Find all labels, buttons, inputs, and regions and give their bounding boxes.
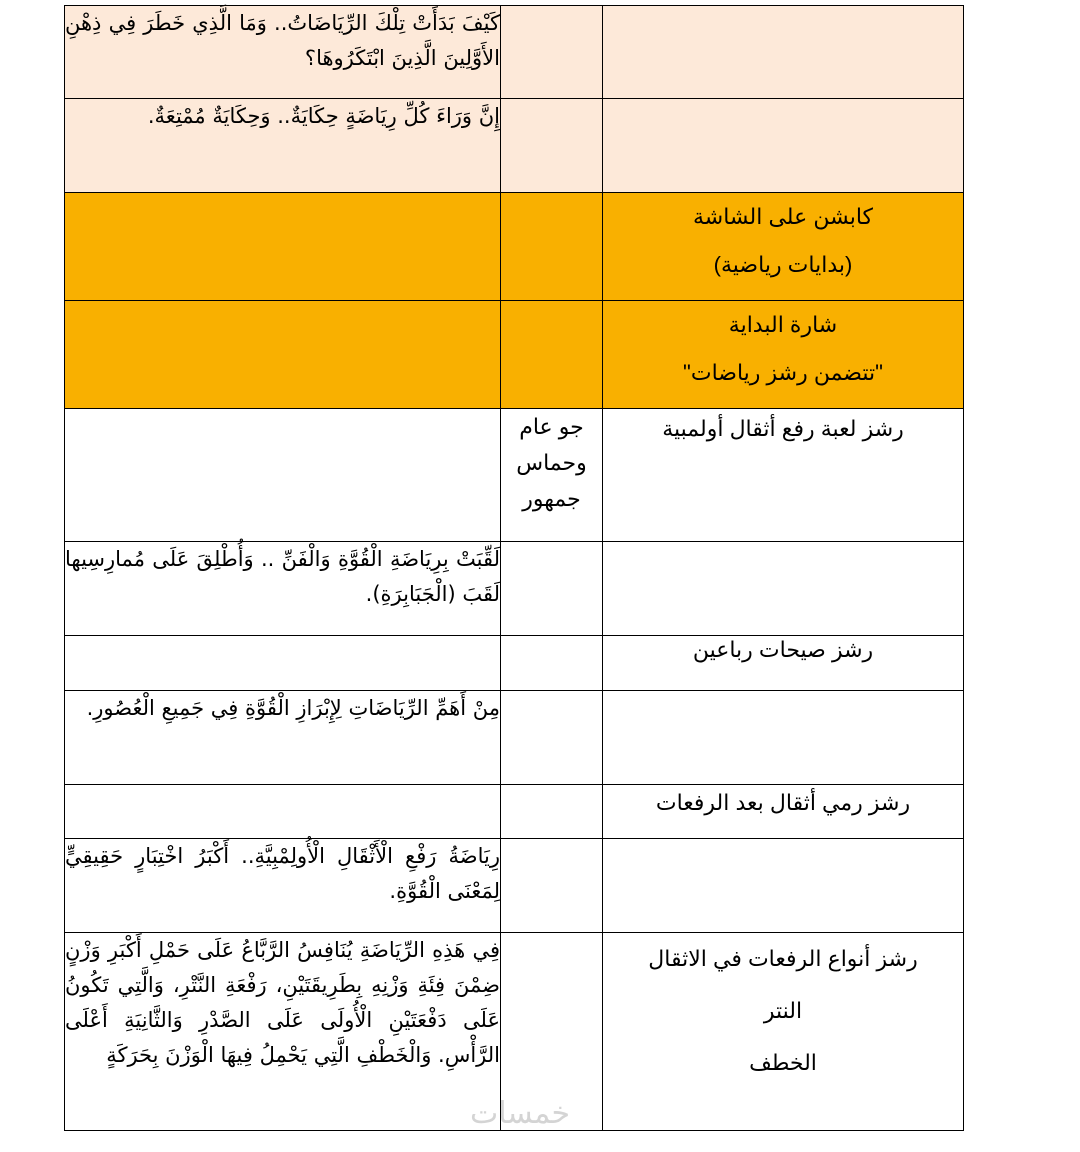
sound-cell [501,99,603,193]
script-row [65,409,964,542]
script-table [64,5,964,1131]
visual-cell [603,6,964,99]
visual-cell [603,839,964,933]
visual-cell [603,301,964,409]
narration-cell [65,301,501,409]
visual-cell [603,542,964,636]
visual-cell: رشز أنواع الرفعات في الاثقال النتر الخطف [603,933,964,1131]
sound-cell [501,542,603,636]
caption-title: كابشن على الشاشة [692,204,874,229]
caption-subtitle: (بدايات رياضية) [713,252,853,277]
narration-cell [65,193,501,301]
script-row [65,6,964,99]
visual-cell [603,193,964,301]
sound-cell [501,691,603,785]
script-row [65,636,964,691]
script-row [65,99,964,193]
narration-cell: كَيْفَ بَدَأَتْ تِلْكَ الرِّيَاضَاتُ.. وَمَا الَّذِي خَطَرَ فِي ذِهْنِ الأَوَّلِينَ الَّذِينَ ابْتَكَرُوهَا؟ [65,6,501,99]
narration-cell: مِنْ أَهَمِّ الرِّيَاضَاتِ لِإِبْرَازِ الْقُوَّةِ فِي جَمِيعِ الْعُصُورِ. [65,691,501,785]
script-row [65,839,964,933]
sound-cell [501,6,603,99]
sound-cell [501,301,603,409]
visual-cell [603,99,964,193]
sound-cell [501,636,603,691]
narration-cell [65,636,501,691]
watermark: خمسات [470,1096,571,1131]
intro-note: "تتضمن رشز رياضات" [683,360,883,385]
script-row [65,301,964,409]
script-row [65,691,964,785]
visual-cell [603,691,964,785]
sound-cell [501,193,603,301]
narration-cell: رِيَاضَةُ رَفْعِ الْأَثْقَالِ الْأُولِمْبِيَّةِ.. أَكْبَرُ اخْتِبَارٍ حَقِيقِيٍّ لِمَعْنَى الْقُوَّةِ. [65,839,501,933]
narration-cell [65,785,501,839]
narration-cell [65,409,501,542]
script-row [65,193,964,301]
intro-title: شارة البداية [728,312,838,337]
sound-cell [501,785,603,839]
visual-cell: رشز لعبة رفع أثقال أولمبية [603,409,964,542]
sound-cell: جو عام وحماس جمهور [501,409,603,542]
script-row [65,785,964,839]
visual-cell: رشز رمي أثقال بعد الرفعات [603,785,964,839]
visual-cell: رشز صيحات رباعين [603,636,964,691]
narration-cell: لَقِّبَتْ بِرِيَاضَةِ الْقُوَّةِ وَالْفَنِّ .. وَأُطْلِقَ عَلَى مُمارِسِيها لَقَبَ (الْجَبَابِرَةِ). [65,542,501,636]
script-row [65,542,964,636]
narration-cell: إِنَّ وَرَاءَ كُلِّ رِيَاضَةٍ حِكَايَةٌ.. وَحِكَايَةٌ مُمْتِعَةٌ. [65,99,501,193]
sound-cell [501,839,603,933]
narration-cell: فِي هَذِهِ الرِّيَاضَةِ يُنَافِسُ الرَّبَّاعُ عَلَى حَمْلِ أَكْبَرِ وَزْنٍ ضِمْنَ فِئَةِ وَزْنِهِ بِطَرِيقَتَيْنِ، رَفْعَةِ النَّتْرِ، وَالَّتِي تَكُونُ عَلَى دَفْعَتَيْنِ الْأُولَى عَلَى الصَّدْرِ وَالثَّانِيَةِ أَعْلَى الرَّأْسِ. وَالْخَطْفِ الَّتِي يَحْمِلُ فِيهَا الْوَزْنَ بِحَرَكَةٍ [65,933,501,1131]
